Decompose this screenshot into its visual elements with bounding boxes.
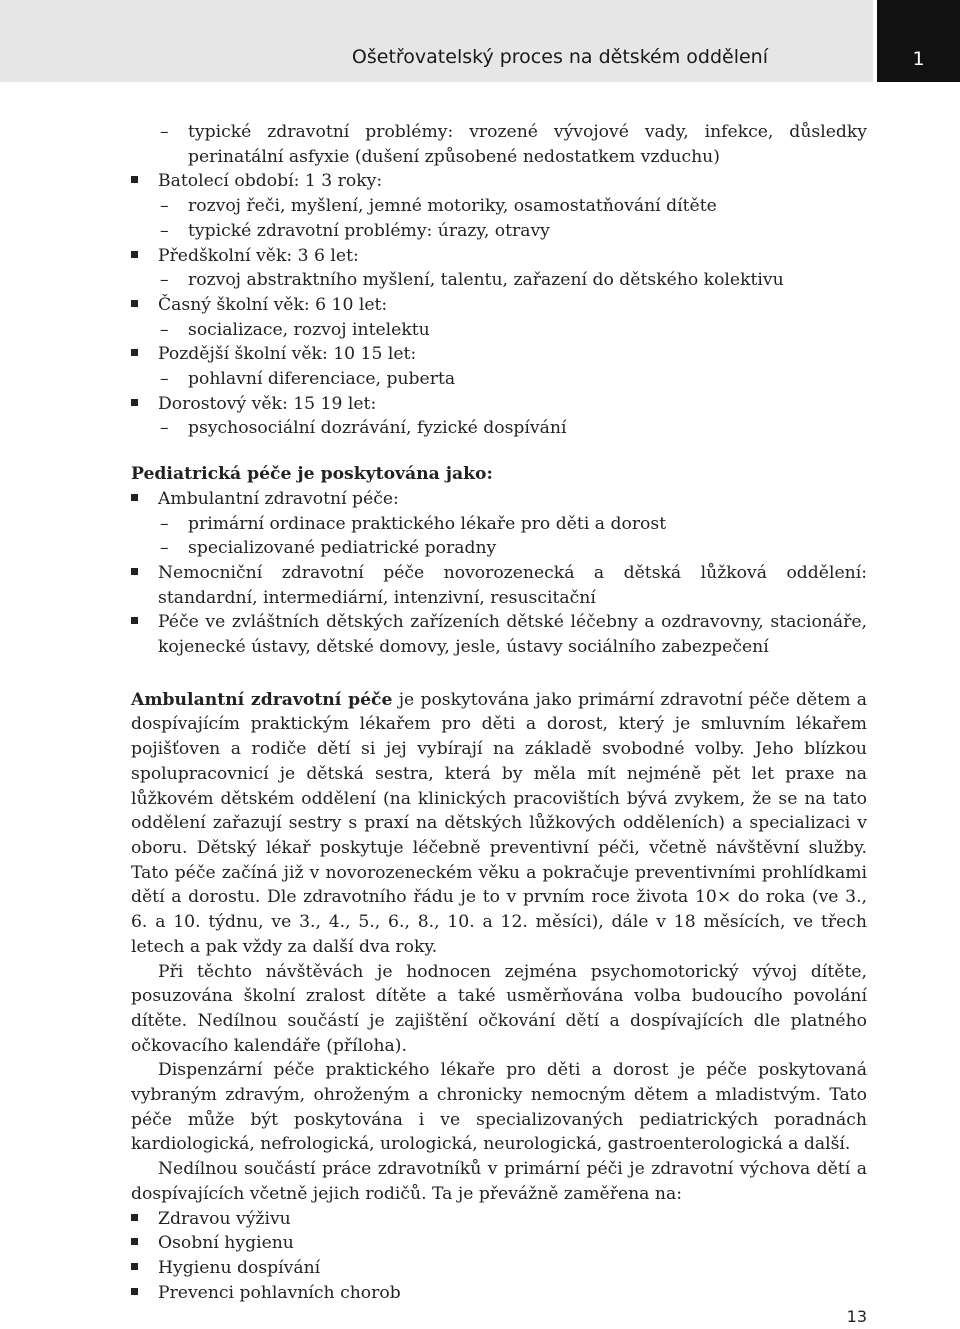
paragraph-visits: Při těchto návštěvách je hodnocen zejména psychomotorický vývoj dítěte, posuzována školní zralost dítěte a také usměrňována volba budoucího povolání dítěte. Nedílnou součástí je zajištění očkování dětí a dospívajících dle platného očkovacího kalendáře (příloha). (131, 961, 867, 1056)
chapter-number: 1 (912, 48, 925, 70)
dash-bullet-icon: – (160, 418, 169, 439)
square-bullet-shape (131, 617, 138, 624)
page-number: 13 (846, 1307, 867, 1326)
list-item (131, 512, 867, 537)
dash-bullet-icon: – (160, 513, 169, 534)
list-item (131, 416, 867, 441)
list-item (131, 268, 867, 293)
list-item (131, 120, 867, 169)
square-bullet-icon (131, 1256, 138, 1281)
list-item-text: Péče ve zvláštních dětských zařízeních dětské léčebny a ozdravovny, stacionáře, kojenecké ústavy, dětské domovy, jesle, ústavy sociálního zabezpečení (158, 612, 867, 658)
list-item (131, 318, 867, 343)
paragraph-dispensary-care: Dispenzární péče praktického lékaře pro děti a dorost je péče poskytovaná vybraným zdravým, ohroženým a chronicky nemocným dětem a mladistvým. Tato péče může být poskytována i ve specializovaných pediatrických poradnách kardiologická, nefrologická, urologická, neurologická, gastroenterologická a další. (131, 1060, 867, 1155)
list-item-text: Předškolní věk: 3 6 let: (158, 245, 359, 266)
list-item-text: Pozdější školní věk: 10 15 let: (158, 344, 417, 365)
list-item-text: Dorostový věk: 15 19 let: (158, 393, 377, 414)
list-item-text: Časný školní věk: 6 10 let: (158, 294, 388, 315)
square-bullet-icon (131, 1207, 138, 1232)
square-bullet-icon (131, 1231, 138, 1256)
list-item-text: primární ordinace praktického lékaře pro děti a dorost (188, 513, 667, 534)
list-item (131, 342, 867, 367)
square-bullet-shape (131, 494, 138, 501)
list-item (131, 1231, 867, 1256)
bold-term: Ambulantní zdravotní péče (131, 689, 393, 710)
square-bullet-icon (131, 610, 138, 635)
list-item-text: psychosociální dozrávání, fyzické dospívání (188, 418, 567, 439)
header-bar (0, 0, 873, 82)
square-bullet-shape (131, 349, 138, 356)
paragraph-health-education: Nedílnou součástí práce zdravotníků v primární péči je zdravotní výchova dětí a dospívajících včetně jejich rodičů. Ta je převážně zaměřena na: (131, 1159, 867, 1204)
square-bullet-icon (131, 392, 138, 417)
dash-bullet-icon: – (160, 369, 169, 390)
page-content (131, 120, 867, 1305)
square-bullet-icon (131, 1281, 138, 1306)
section-heading: Pediatrická péče je poskytována jako: (131, 464, 493, 485)
list-item (131, 392, 867, 417)
list-item-text: Osobní hygienu (158, 1233, 294, 1254)
care-types-list (131, 487, 867, 660)
list-item (131, 1281, 867, 1306)
list-item-text: Zdravou výživu (158, 1208, 291, 1229)
square-bullet-icon (131, 342, 138, 367)
list-item (131, 1207, 867, 1232)
square-bullet-icon (131, 169, 138, 194)
square-bullet-shape (131, 1238, 138, 1245)
list-item-text: typické zdravotní problémy: úrazy, otravy (188, 220, 550, 241)
list-item-text: Nemocniční zdravotní péče novorozenecká a dětská lůžková oddělení: standardní, intermediární, intenzivní, resuscitační (158, 562, 867, 608)
list-item (131, 561, 867, 610)
square-bullet-shape (131, 1214, 138, 1221)
list-item-text: rozvoj abstraktního myšlení, talentu, zařazení do dětského kolektivu (188, 270, 784, 291)
list-item-text: specializované pediatrické poradny (188, 538, 497, 559)
paragraph-ambulatory-care (131, 688, 867, 960)
square-bullet-shape (131, 300, 138, 307)
square-bullet-shape (131, 251, 138, 258)
list-item-text: Batolecí období: 1 3 roky: (158, 171, 383, 192)
square-bullet-icon (131, 561, 138, 586)
dash-bullet-icon: – (160, 319, 169, 340)
square-bullet-shape (131, 176, 138, 183)
list-item-text: rozvoj řeči, myšlení, jemné motoriky, osamostatňování dítěte (188, 196, 717, 217)
square-bullet-shape (131, 1288, 138, 1295)
dash-bullet-icon: – (160, 196, 169, 217)
list-item-text: pohlavní diferenciace, puberta (188, 369, 456, 390)
square-bullet-shape (131, 568, 138, 575)
list-item (131, 610, 867, 659)
list-item-text: Prevenci pohlavních chorob (158, 1282, 401, 1303)
square-bullet-icon (131, 244, 138, 269)
square-bullet-shape (131, 399, 138, 406)
dash-bullet-icon: – (160, 270, 169, 291)
list-item (131, 219, 867, 244)
dash-bullet-icon: – (160, 538, 169, 559)
page-header (0, 0, 960, 121)
list-item (131, 1256, 867, 1281)
chapter-number-box (877, 0, 960, 82)
list-item-text: typické zdravotní problémy: vrozené vývojové vady, infekce, důsledky perinatální asfyxie (dušení způsobené nedostatkem vzduchu) (188, 122, 867, 167)
age-periods-list (131, 120, 867, 441)
list-item (131, 244, 867, 269)
education-topics-list (131, 1207, 867, 1306)
list-item-text: Hygienu dospívání (158, 1257, 321, 1278)
paragraph-text: je poskytována jako primární zdravotní péče dětem a dospívajícím praktickým lékařem pro děti a dorost, který je smluvním lékařem pojišťoven a rodiče dětí si jej vybírají na základě svobodné volby. Jeho blízkou spolupracovnicí je dětská sestra, která by měla mít nejméně pět let praxe na lůžkovém dětském oddělení (na klinických pracovištích bývá zvykem, že se na tato oddělení zařazují sestry s praxí na dětských lůžkových odděleních) a specializaci v oboru. Dětský lékař poskytuje léčebně preventivní péči, včetně návštěvní služby. Tato péče začíná již v novorozeneckém věku a pokračuje preventivními prohlídkami dětí a dorostu. Dle zdravotního řádu je to v prvním roce života 10× do roka (ve 3., 6. a 10. týdnu, ve 3., 4., 5., 6., 8., 10. a 12. měsíci), dále v 18 měsících, ve třech letech a pak vždy za další dva roky. (131, 689, 867, 957)
list-item (131, 194, 867, 219)
list-item-text: socializace, rozvoj intelektu (188, 319, 430, 340)
list-item (131, 536, 867, 561)
list-item (131, 487, 867, 512)
square-bullet-icon (131, 487, 138, 512)
dash-bullet-icon: – (160, 220, 169, 241)
list-item (131, 367, 867, 392)
running-title: Ošetřovatelský proces na dětském oddělení (351, 46, 768, 68)
dash-bullet-icon: – (160, 122, 169, 142)
square-bullet-shape (131, 1263, 138, 1270)
list-item-text: Ambulantní zdravotní péče: (158, 488, 399, 509)
list-item (131, 293, 867, 318)
list-item (131, 169, 867, 194)
square-bullet-icon (131, 293, 138, 318)
